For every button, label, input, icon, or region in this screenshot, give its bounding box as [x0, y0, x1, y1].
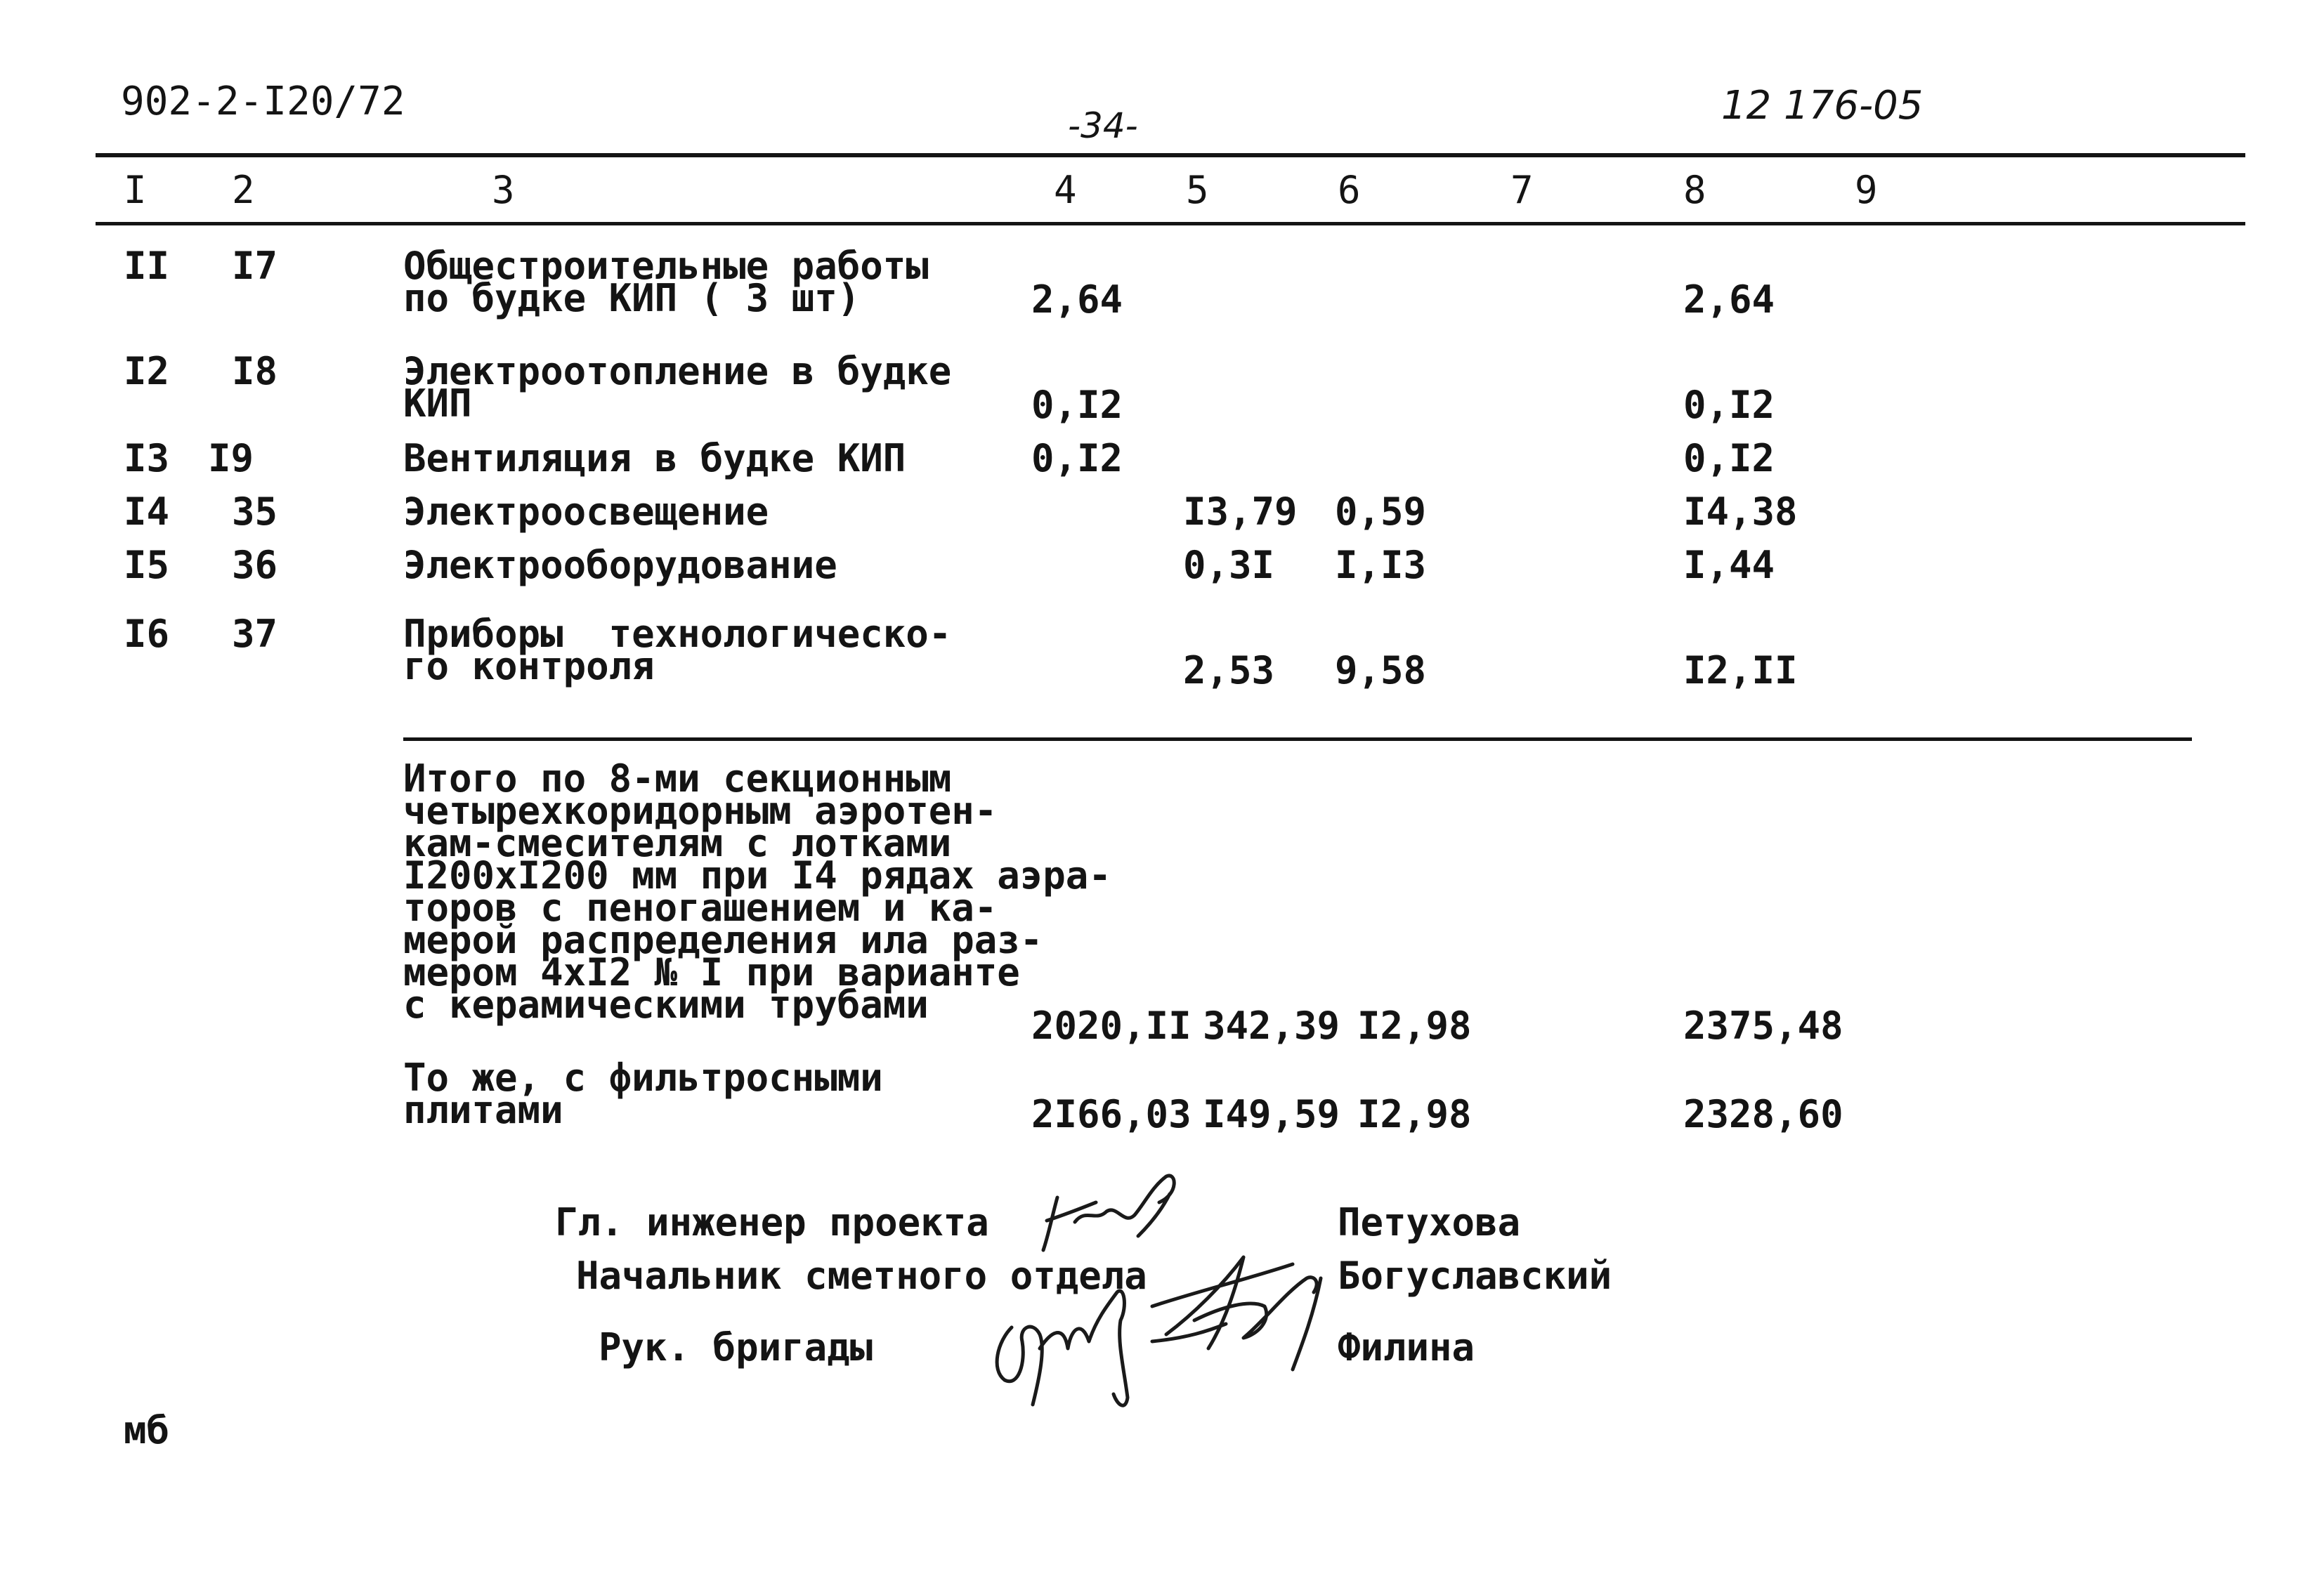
column-header-1: I	[124, 168, 147, 212]
column-header-2: 2	[232, 168, 255, 212]
cell-col5: 0,3I	[1183, 543, 1275, 587]
row-number: I5	[124, 543, 170, 587]
row-reference: 36	[232, 543, 278, 587]
row-description: Приборы технологическо- го контроля	[403, 612, 952, 688]
total-col8: 2328,60	[1683, 1092, 1843, 1136]
signature-role: Гл. инженер проекта	[555, 1200, 989, 1245]
signature-role: Рук. бригады	[599, 1325, 873, 1370]
row-description: Электрооборудование	[403, 543, 837, 587]
row-reference: I9	[208, 436, 254, 480]
cell-col5: 2,53	[1183, 648, 1275, 692]
row-description: Вентиляция в будке КИП	[403, 436, 906, 480]
cell-col8: I2,II	[1683, 648, 1798, 692]
row-number: I6	[124, 612, 170, 656]
page-number: -34-	[1068, 105, 1138, 146]
cell-col8: I,44	[1683, 543, 1775, 587]
signature-person: Богуславский	[1338, 1254, 1612, 1298]
cell-col6: I,I3	[1335, 543, 1427, 587]
column-header-5: 5	[1186, 168, 1209, 212]
row-description: Электроосвещение	[403, 490, 769, 534]
cell-col6: 0,59	[1335, 490, 1427, 534]
signature-mark-estimates-head	[1152, 1257, 1321, 1370]
total-description: Итого по 8-ми секционным четырехкоридорным аэротен- кам-смесителям с лотками I200хI200 мм при I4 рядах аэра- торов с пеногашением и ка- мерой распределения ила раз- мером 4хI2 № I при варианте с керамическими трубами	[403, 756, 1111, 1027]
footer-mark: мб	[124, 1408, 170, 1452]
row-number: I3	[124, 436, 170, 480]
row-number: I4	[124, 490, 170, 534]
column-header-7: 7	[1510, 168, 1534, 212]
cell-col8: 0,I2	[1683, 383, 1775, 427]
signature-person: Филина	[1338, 1325, 1475, 1370]
row-description: Электроотопление в будке КИП	[403, 349, 952, 426]
column-header-9: 9	[1855, 168, 1878, 212]
signature-role: Начальник сметного отдела	[576, 1254, 1147, 1298]
row-reference: I8	[232, 349, 278, 393]
row-number: II	[124, 244, 170, 288]
cell-col8: 2,64	[1683, 277, 1775, 322]
total-col5: 342,39	[1203, 1004, 1340, 1048]
archive-number: 12 176-05	[1721, 83, 1924, 129]
row-number: I2	[124, 349, 170, 393]
total-col6: I2,98	[1357, 1004, 1472, 1048]
row-reference: 35	[232, 490, 278, 534]
cell-col4: 2,64	[1031, 277, 1123, 322]
cell-col8: I4,38	[1683, 490, 1798, 534]
total-col8: 2375,48	[1683, 1004, 1843, 1048]
column-header-6: 6	[1338, 168, 1361, 212]
column-header-4: 4	[1054, 168, 1077, 212]
total-col4: 2020,II	[1031, 1004, 1192, 1048]
column-header-8: 8	[1683, 168, 1706, 212]
row-description: Общестроительные работы по будке КИП ( 3 шт)	[403, 244, 929, 320]
cell-col4: 0,I2	[1031, 436, 1123, 480]
row-reference: 37	[232, 612, 278, 656]
total-description: То же, с фильтросными плитами	[403, 1056, 883, 1132]
total-col4: 2I66,03	[1031, 1092, 1192, 1136]
signature-mark-chief-engineer	[1043, 1176, 1174, 1250]
signature-mark-brigade-lead	[997, 1291, 1128, 1405]
document-code: 902-2-I20/72	[121, 79, 405, 124]
column-header-3: 3	[492, 168, 515, 212]
cell-col8: 0,I2	[1683, 436, 1775, 480]
total-col6: I2,98	[1357, 1092, 1472, 1136]
total-col5: I49,59	[1203, 1092, 1340, 1136]
row-reference: I7	[232, 244, 278, 288]
cell-col4: 0,I2	[1031, 383, 1123, 427]
cell-col6: 9,58	[1335, 648, 1427, 692]
cell-col5: I3,79	[1183, 490, 1298, 534]
signature-person: Петухова	[1338, 1200, 1521, 1245]
